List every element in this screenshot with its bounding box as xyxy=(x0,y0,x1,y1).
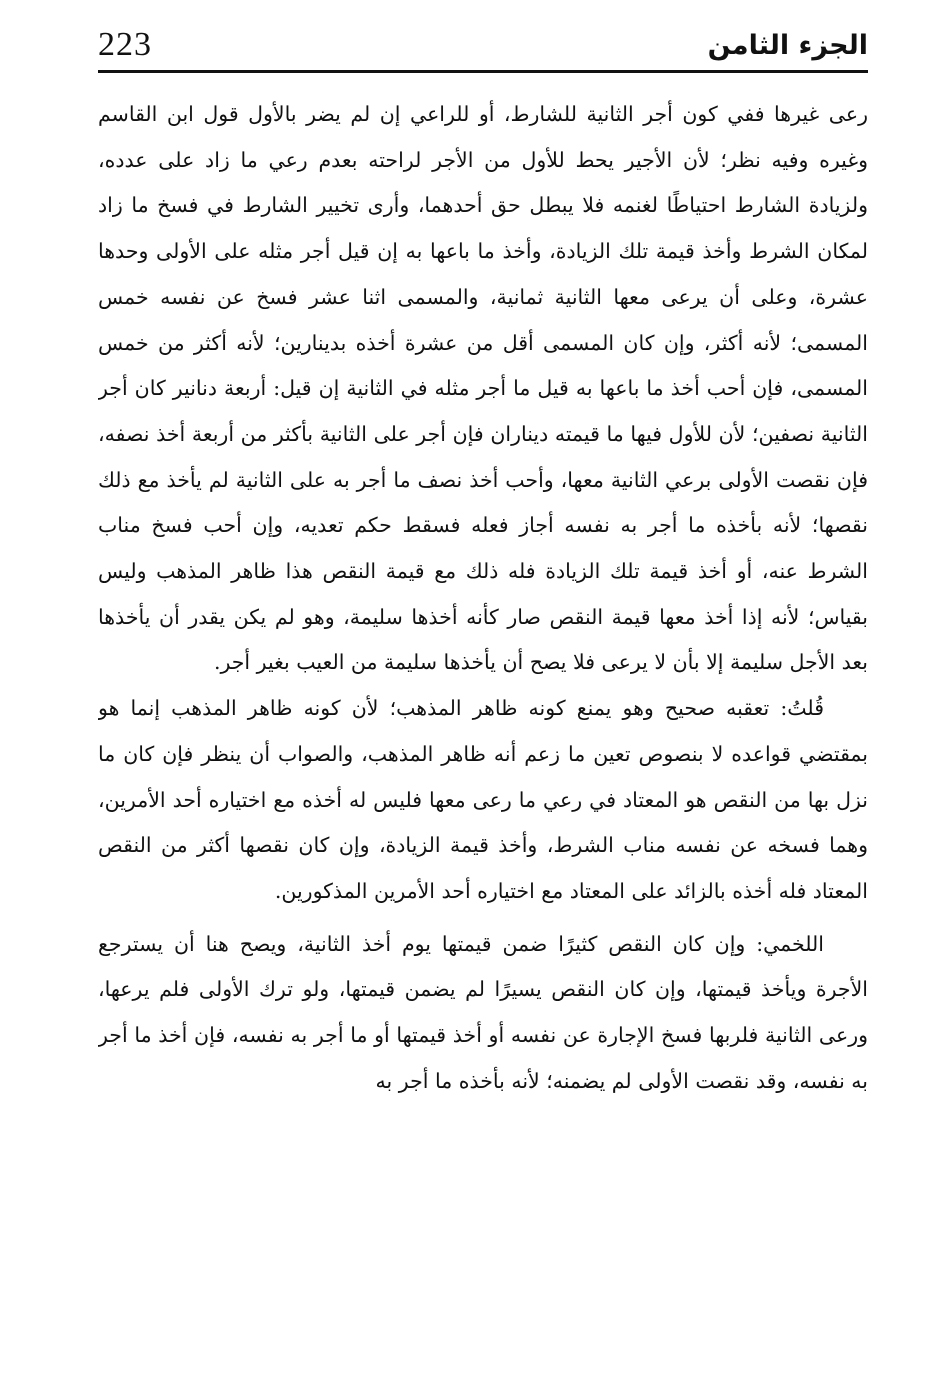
paragraph-3: اللخمي: وإن كان النقص كثيرًا ضمن قيمتها يوم أخذ الثانية، ويصح هنا أن يسترجع الأجرة ويأخذ قيمتها، وإن كان النقص يسيرًا لم يضمن قيمتها، ولو ترك الأولى فلم يرعها، ورعى الثانية فلربها فسخ الإجارة عن نفسه أو أخذ قيمتها أو ما أجر به نفسه، فإن أخذ ما أجر به نفسه، وقد نقصت الأولى لم يضمنه؛ لأنه بأخذه ما أجر به xyxy=(98,931,868,1093)
body-text xyxy=(98,92,868,1362)
paragraph-1: رعى غيرها ففي كون أجر الثانية للشارط، أو للراعي إن لم يضر بالأول قول ابن القاسم وغيره وفيه نظر؛ لأن الأجير يحط للأول من الأجر لراحته بعدم رعي ما زاد على عدده، ولزيادة الشارط احتياطًا لغنمه فلا يبطل حق أحدهما، وأرى تخيير الشارط في فسخ ما زاد لمكان الشرط وأخذ قيمة تلك الزيادة، وأخذ ما باعها به إن قيل أجر مثله على الأولى وحدها عشرة، وعلى أن يرعى معها الثانية ثمانية، والمسمى اثنا عشر فسخ عن نفسه خمس المسمى؛ لأنه أكثر، وإن كان المسمى أقل من عشرة أخذه بدينارين؛ لأنه أكثر من خمس المسمى، فإن أحب أخذ ما باعها به قيل ما أجر مثله في الثانية إن قيل: أربعة دنانير كان أجر الثانية نصفين؛ لأن للأول فيها ما قيمته ديناران فإن أجر على الثانية بأكثر من أربعة أخذ نصفه، فإن نقصت الأولى برعي الثانية معها، وأحب أخذ نصف ما أجر به على الثانية لم يأخذ مع ذلك نقصها؛ لأنه بأخذه ما أجر به نفسه أجاز فعله فسقط حكم تعديه، وإن أحب فسخ مناب الشرط عنه، أو أخذ قيمة تلك الزيادة فله ذلك مع قيمة النقص هذا ظاهر المذهب وليس بقياس؛ لأنه إذا أخذ معها قيمة النقص صار كأنه أخذها سليمة، وهو لم يكن يقدر أن يأخذها بعد الأجل سليمة إلا بأن لا يرعى فلا يصح أن يأخذها سليمة من العيب بغير أجر. xyxy=(98,102,868,675)
header-divider xyxy=(98,70,868,73)
running-title: الجزء الثامن xyxy=(707,30,868,61)
paragraph-2-lead: قُلتُ: xyxy=(780,696,824,721)
page-header xyxy=(98,22,868,77)
paragraph-2 xyxy=(98,686,868,915)
paragraph-2-text: تعقبه صحيح وهو يمنع كونه ظاهر المذهب؛ لأن كونه ظاهر المذهب إنما هو بمقتضي قواعده لا بنصوص تعين ما زعم أنه ظاهر المذهب، والصواب أن ينظر فإن كان ما نزل بها من النقص هو المعتاد في رعي ما رعى معها فليس له أخذه مع اختياره أحد الأمرين، وهما فسخه عن نفسه مناب الشرط، وأخذ قيمة الزيادة، وإن كان نقصها أكثر من النقص المعتاد فله أخذه بالزائد على المعتاد مع اختياره أحد الأمرين المذكورين. xyxy=(98,696,868,903)
page-number: 223 xyxy=(98,26,152,63)
